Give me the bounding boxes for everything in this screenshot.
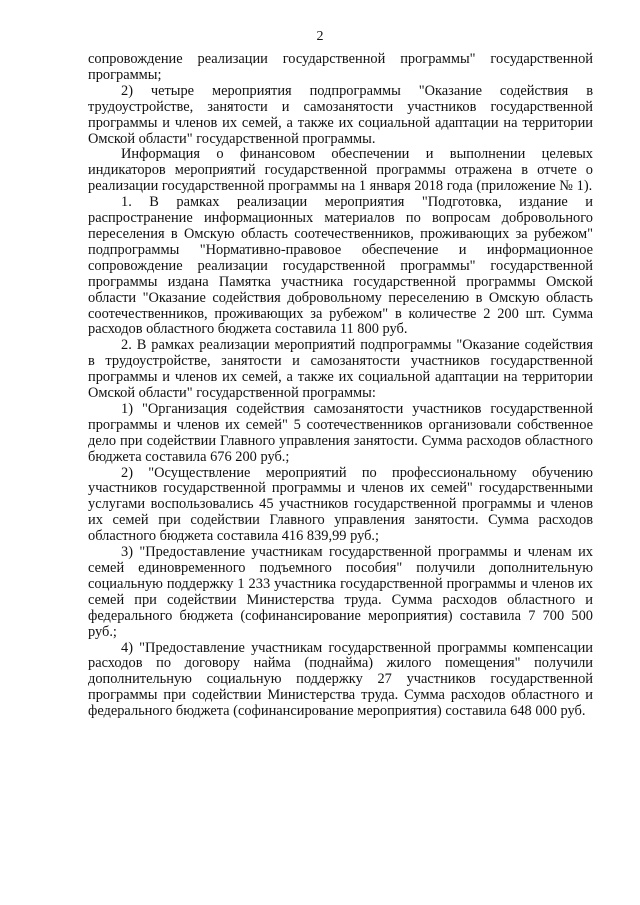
paragraph-financing-info: Информация о финансовом обеспечении и выполнении целевых индикаторов мероприятий государственной программы отражена в отчете о реализации государственной программы на 1 января 2018 года (приложение № 1). [88, 146, 593, 195]
paragraph-item-2: 2) четыре мероприятия подпрограммы "Оказание содействия в трудоустройстве, занятости и самозанятости участников государственной программы и членов их семей, а также их социальной адаптации на территории Омской области" государственной программы. [88, 82, 593, 147]
page-number: 2 [316, 29, 324, 44]
document-body [88, 52, 593, 720]
paragraph-subitem-1: 1) "Организация содействия самозанятости участников государственной программы и членов их семей" 5 соотечественников организовали собственное дело при содействии Главного управления занятости. Сумма расходов областного бюджета составила 676 200 руб.; [88, 400, 593, 465]
paragraph-subitem-4: 4) "Предоставление участникам государственной программы компенсации расходов по договору найма (поднайма) жилого помещения" получили дополнительную социальную поддержку 27 участников государственной программы при содействии Министерства труда. Сумма расходов областного и федерального бюджета (софинансирование мероприятия) составила 648 000 руб. [88, 639, 593, 720]
paragraph-subitem-2: 2) "Осуществление мероприятий по профессиональному обучению участников государственной программы и членов их семей" государственными услугами воспользовались 45 участников государственной программы и членов их семей при содействии Главного управления занятости. Сумма расходов областного бюджета составила 416 839,99 руб.; [88, 464, 593, 545]
paragraph-continuation: сопровождение реализации государственной программы" государственной программы; [88, 51, 593, 83]
paragraph-subitem-3: 3) "Предоставление участникам государственной программы и членам их семей единовременного подъемного пособия" получили дополнительную социальную поддержку 1 233 участника государственной программы и членов их семей при содействии Министерства труда. Сумма расходов областного и федерального бюджета (софинансирование мероприятия) составила 7 700 500 руб.; [88, 544, 593, 640]
paragraph-section-2: 2. В рамках реализации мероприятий подпрограммы "Оказание содействия в трудоустройстве, занятости и самозанятости участников государственной программы и членов их семей, а также их социальной адаптации на территории Омской области" государственной программы: [88, 337, 593, 402]
paragraph-section-1: 1. В рамках реализации мероприятия "Подготовка, издание и распространение информационных материалов по вопросам добровольного переселения в Омскую область соотечественников, проживающих за рубежом" подпрограммы "Нормативно-правовое обеспечение и информационное сопровождение реализации государственной программы" государственной программы издана Памятка участника государственной программы Омской области "Оказание содействия добровольному переселению в Омскую область соотечественников, проживающих за рубежом" в количестве 2 200 шт. Сумма расходов областного бюджета составила 11 800 руб. [88, 194, 593, 338]
